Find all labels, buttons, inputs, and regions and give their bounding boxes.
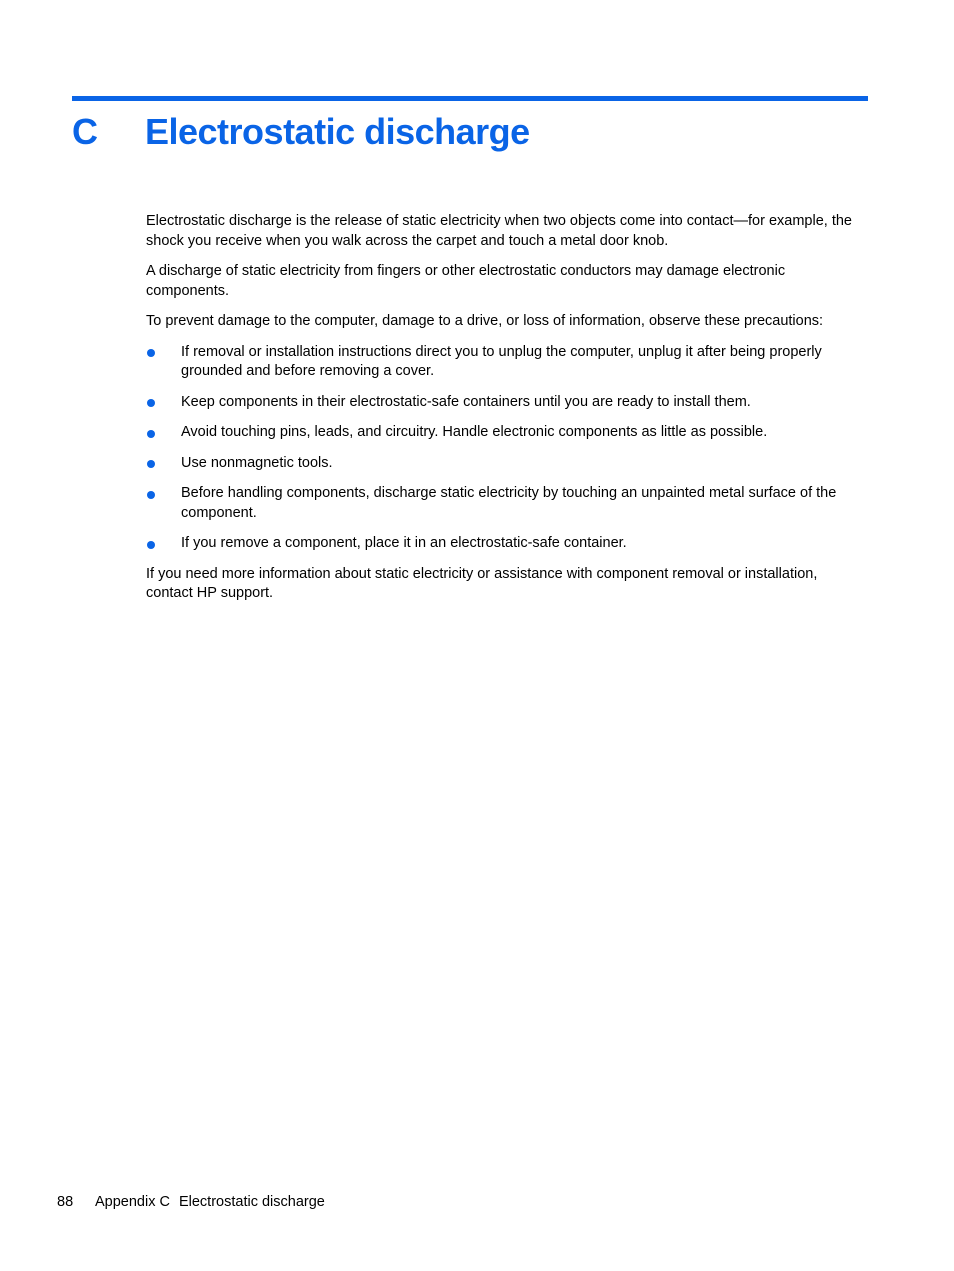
list-item-text: Avoid touching pins, leads, and circuitry. Handle electronic components as little as possible.: [181, 424, 768, 440]
list-item: [146, 393, 862, 413]
list-item-text: Use nonmagnetic tools.: [181, 454, 333, 471]
bullet-icon: [147, 491, 155, 499]
page-number: 88: [57, 1194, 74, 1210]
list-item-text: If you remove a component, place it in an electrostatic-safe container.: [181, 535, 627, 551]
intro-paragraph: Electrostatic discharge is the release of static electricity when two objects come into contact—for example, the shock you receive when you walk across the carpet and touch a metal door knob.: [146, 213, 852, 249]
list-item-text: Keep components in their electrostatic-safe containers until you are ready to install them.: [181, 393, 751, 410]
footer-section-title: Electrostatic discharge: [178, 1194, 325, 1210]
chapter-top-rule: [72, 96, 868, 101]
damage-paragraph: A discharge of static electricity from fingers or other electrostatic conductors may damage electronic components.: [146, 263, 786, 299]
chapter-letter: C: [72, 111, 98, 152]
precautions-lead-paragraph: To prevent damage to the computer, damage to a drive, or loss of information, observe these precautions:: [146, 313, 824, 329]
footer-appendix-label: Appendix C: [95, 1194, 170, 1210]
list-item: [146, 343, 862, 382]
chapter-heading: [72, 106, 868, 158]
bullet-icon: [147, 541, 155, 549]
bullet-icon: [147, 399, 155, 407]
bullet-icon: [147, 460, 155, 468]
list-item-text: If removal or installation instructions direct you to unplug the computer, unplug it after being properly grounded and before removing a cover.: [181, 343, 822, 379]
page-footer: [57, 1192, 325, 1212]
closing-paragraph: If you need more information about static electricity or assistance with component removal or installation, contact HP support.: [146, 565, 818, 601]
body-content: [146, 212, 862, 615]
list-item: [146, 534, 862, 554]
list-item: [146, 484, 862, 523]
list-item-text: Before handling components, discharge static electricity by touching an unpainted metal surface of the component.: [181, 485, 837, 521]
page-title: Electrostatic discharge: [145, 111, 530, 152]
list-item: [146, 423, 862, 443]
list-item: [146, 454, 862, 474]
precautions-list: [146, 343, 862, 554]
bullet-icon: [147, 349, 155, 357]
bullet-icon: [147, 430, 155, 438]
